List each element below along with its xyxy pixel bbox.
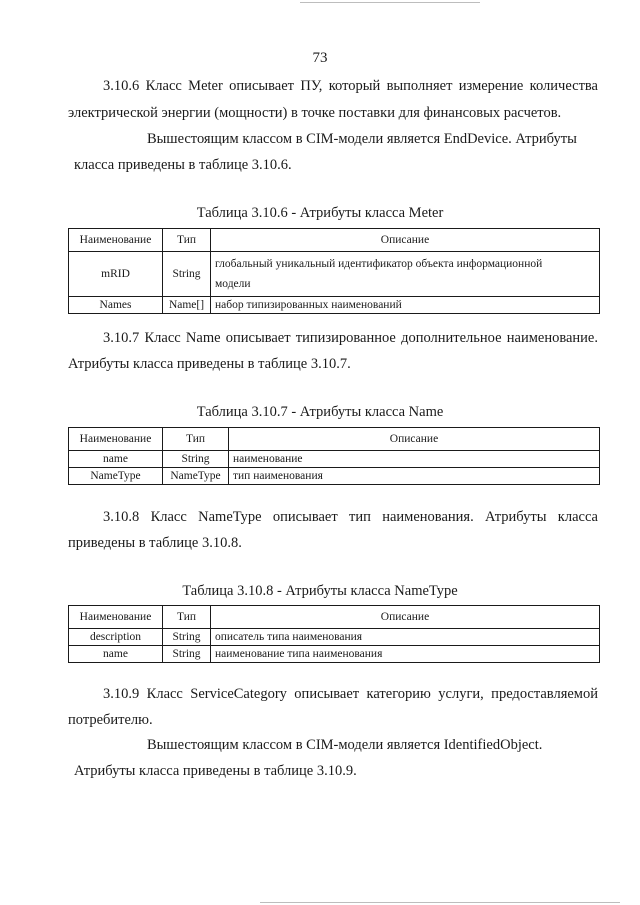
para-3109-line3: Вышестоящим классом в CIM-модели является IdentifiedObject. [147, 737, 543, 753]
para-3106-line2: электрической энергии (мощности) в точке поставки для финансовых расчетов. [68, 105, 562, 121]
header-name: Наименование [69, 229, 163, 252]
cell-type: String [163, 252, 211, 297]
cell-type: String [163, 646, 211, 663]
para-3108-line1: 3.10.8 Класс NameType описывает тип наименования. Атрибуты класса [103, 509, 598, 525]
cell-name: Names [69, 297, 163, 314]
cell-description: наименование [229, 451, 600, 468]
cell-description: наименование типа наименования [211, 646, 600, 663]
page-number: 73 [312, 50, 328, 66]
table-row [69, 252, 600, 297]
para-3106-line3: Вышестоящим классом в CIM-модели является EndDevice. Атрибуты [147, 131, 577, 147]
para-3107-line2: Атрибуты класса приведены в таблице 3.10.7. [68, 356, 351, 372]
cell-name: name [69, 451, 163, 468]
header-type: Тип [163, 428, 229, 451]
cell-type: Name[] [163, 297, 211, 314]
para-3107-line1: 3.10.7 Класс Name описывает типизированное дополнительное наименование. [103, 330, 598, 346]
scan-artifact-top [300, 2, 480, 3]
para-3109-line2: потребителю. [68, 712, 153, 728]
table-row [69, 468, 600, 485]
table-3108-caption: Таблица 3.10.8 - Атрибуты класса NameType [182, 583, 458, 599]
table-header-row [69, 428, 600, 451]
para-3108-line2: приведены в таблице 3.10.8. [68, 535, 242, 551]
cell-name: mRID [69, 252, 163, 297]
cell-description: тип наименования [229, 468, 600, 485]
table-row [69, 451, 600, 468]
cell-type: String [163, 629, 211, 646]
cell-description-line2: модели [215, 278, 251, 290]
header-description: Описание [211, 229, 600, 252]
cell-type: NameType [163, 468, 229, 485]
cell-description [211, 252, 600, 297]
table-row [69, 646, 600, 663]
header-name: Наименование [69, 428, 163, 451]
para-3106-line1: 3.10.6 Класс Meter описывает ПУ, который выполняет измерение количества [103, 78, 598, 94]
table-3106 [68, 228, 600, 314]
cell-description: набор типизированных наименований [211, 297, 600, 314]
table-header-row [69, 606, 600, 629]
table-3108 [68, 605, 600, 663]
table-row [69, 297, 600, 314]
header-description: Описание [211, 606, 600, 629]
header-type: Тип [163, 229, 211, 252]
scan-artifact-bottom [260, 902, 620, 903]
para-3109-line1: 3.10.9 Класс ServiceCategory описывает категорию услуги, предоставляемой [103, 686, 598, 702]
cell-description: описатель типа наименования [211, 629, 600, 646]
table-3107 [68, 427, 600, 485]
table-3107-caption: Таблица 3.10.7 - Атрибуты класса Name [196, 404, 444, 420]
cell-name: name [69, 646, 163, 663]
para-3106-line4: класса приведены в таблице 3.10.6. [74, 157, 292, 173]
cell-type: String [163, 451, 229, 468]
cell-name: description [69, 629, 163, 646]
table-3106-caption: Таблица 3.10.6 - Атрибуты класса Meter [196, 205, 444, 221]
table-header-row [69, 229, 600, 252]
cell-description-line1: глобальный уникальный идентификатор объекта информационной [215, 258, 543, 270]
table-row [69, 629, 600, 646]
header-description: Описание [229, 428, 600, 451]
header-name: Наименование [69, 606, 163, 629]
cell-name: NameType [69, 468, 163, 485]
para-3109-line4: Атрибуты класса приведены в таблице 3.10.9. [74, 763, 357, 779]
header-type: Тип [163, 606, 211, 629]
